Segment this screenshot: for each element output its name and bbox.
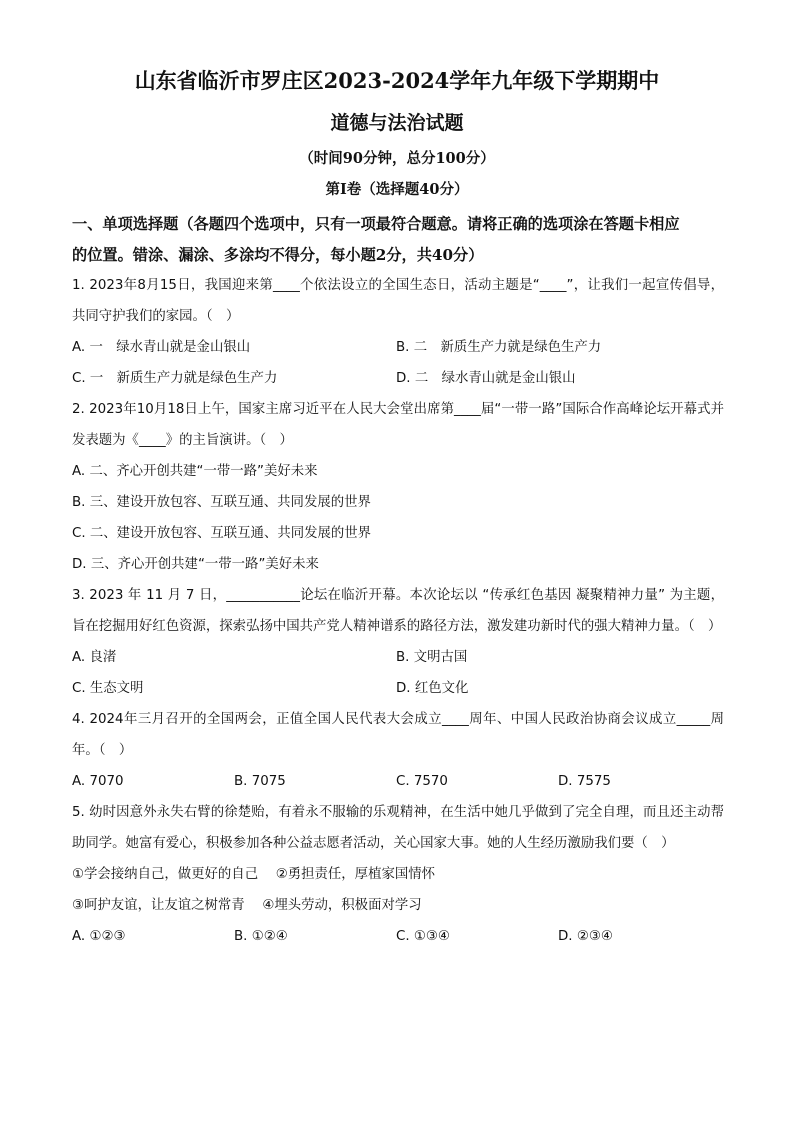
option-b: B. ①②④ <box>234 929 288 944</box>
options <box>72 332 724 394</box>
option-c: C. 一 新质生产力就是绿色生产力 <box>72 371 278 386</box>
exam-info: （时间90分钟，总分100分） <box>299 150 495 167</box>
option-b: B. 三、建设开放包容、互联互通、共同发展的世界 <box>72 495 371 510</box>
statement-line: ③呵护友谊，让友谊之树常青 ④埋头劳动，积极面对学习 <box>72 898 422 913</box>
option-a: A. 一 绿水青山就是金山银山 <box>72 340 251 355</box>
option-b: B. 7075 <box>234 774 286 789</box>
option-c: C. 7570 <box>396 774 448 789</box>
option-a: A. 良渚 <box>72 650 117 665</box>
option-c: C. ①③④ <box>396 929 450 944</box>
option-c: C. 生态文明 <box>72 681 144 696</box>
question-list <box>72 270 724 952</box>
question-4 <box>72 704 724 797</box>
option-d: D. 红色文化 <box>396 681 469 696</box>
section-heading <box>72 209 724 271</box>
option-c: C. 二、建设开放包容、互联互通、共同发展的世界 <box>72 526 372 541</box>
option-d: D. 三、齐心开创共建“一带一路”美好未来 <box>72 557 319 572</box>
statement-line: ①学会接纳自己，做更好的自己 ②勇担责任，厚植家国情怀 <box>72 867 436 882</box>
exam-title: 山东省临沂市罗庄区2023-2024学年九年级下学期期中 <box>134 68 660 93</box>
question-5 <box>72 797 724 952</box>
question-3 <box>72 580 724 704</box>
question-stem: 1. 2023年8月15日，我国迎来第____个依法设立的全国生态日，活动主题是“____”，让我们一起宣传倡导，共同守护我们的家园。（ ） <box>72 278 724 324</box>
question-1 <box>72 270 724 394</box>
option-d: D. 二 绿水青山就是金山银山 <box>396 371 576 386</box>
option-d: D. 7575 <box>558 774 611 789</box>
option-a: A. 7070 <box>72 774 124 789</box>
options <box>72 766 724 797</box>
part-title: 第Ⅰ卷（选择题40分） <box>325 181 469 198</box>
question-stem: 5. 幼时因意外永失右臂的徐楚贻，有着永不服输的乐观精神，在生活中她几乎做到了完全自理，而且还主动帮助同学。她富有爱心，积极参加各种公益志愿者活动，关心国家大事。她的人生经历激励我们要（ ） <box>72 805 724 851</box>
question-2 <box>72 394 724 580</box>
option-b: B. 文明古国 <box>396 650 468 665</box>
option-b: B. 二 新质生产力就是绿色生产力 <box>396 340 602 355</box>
option-a: A. 二、齐心开创共建“一带一路”美好未来 <box>72 464 318 479</box>
options <box>72 456 724 580</box>
question-stem: 4. 2024年三月召开的全国两会，正值全国人民代表大会成立____周年、中国人民政治协商会议成立_____周年。（ ） <box>72 712 724 758</box>
option-d: D. ②③④ <box>558 929 613 944</box>
question-stem: 3. 2023 年 11 月 7 日，___________论坛在临沂开幕。本次论坛以 “传承红色基因 凝聚精神力量” 为主题，旨在挖掘用好红色资源，探索弘扬中国共产党人精神谱系的路径方法，激发建功新时代的强大精神力量。（ ） <box>72 588 724 634</box>
option-a: A. ①②③ <box>72 929 126 944</box>
options <box>72 921 724 952</box>
options <box>72 642 724 704</box>
section-heading-line: 的位置。错涂、漏涂、多涂均不得分，每小题2分，共40分） <box>72 246 484 264</box>
exam-subject-title: 道德与法治试题 <box>330 112 464 134</box>
question-stem: 2. 2023年10月18日上午，国家主席习近平在人民大会堂出席第____届“一带一路”国际合作高峰论坛开幕式并发表题为《____》的主旨演讲。（ ） <box>72 402 724 448</box>
section-heading-line: 一、单项选择题（各题四个选项中，只有一项最符合题意。请将正确的选项涂在答题卡相应 <box>72 215 680 233</box>
